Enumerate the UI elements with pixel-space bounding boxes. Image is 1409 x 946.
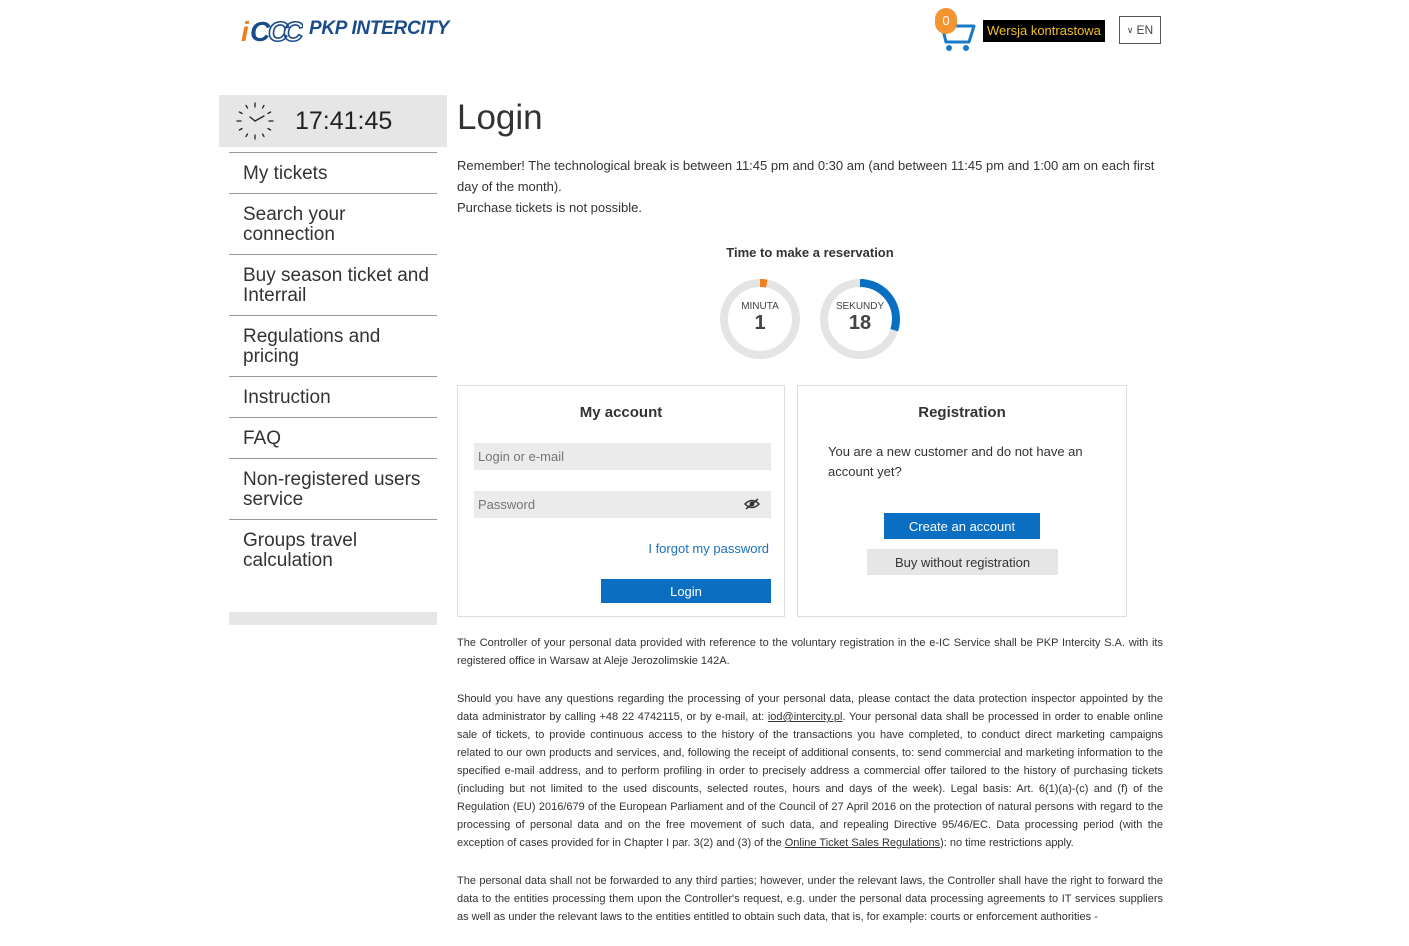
sidebar-item-non-registered[interactable] (229, 458, 437, 519)
sidebar-item-season-ticket[interactable] (229, 254, 437, 315)
privacy-text: Should you have any questions regarding the processing of your personal data, please contact the data protection inspector appointed by the data administrator by calling +48 22 4742115, or by e-mail, at: (457, 693, 1163, 723)
privacy-text: . Your personal data shall be processed in order to enable online sale of tickets, to provide continuous access to the history of the transactions you have completed, to conduct direct marketing campaigns related to our own products and services, and, following the receipt of additional consents, to: send commercial and marketing information to the specified e-mail address, and to perform profiling in order to precisely address a commercial offer tailored to the history of purchasing tickets (including but not limited to the used discounts, selected routes, hours and days of the week). Legal basis: Art. 6(1)(a)-(c) and (f) of the Regulation (EU) 2016/679 of the European Parliament and of the Council of 27 April 2016 on the protection of natural persons with regard to the processing of personal data and on the free movement of such data, and repealing Directive 95/46/EC. Data processing period (with the exception of cases provided for in Chapter I par. 3(2) and (3) of the (457, 711, 1163, 849)
maintenance-notice (457, 155, 1167, 218)
sidebar-menu (229, 152, 437, 580)
seconds-value: 18 (848, 312, 872, 334)
cart-button[interactable] (933, 6, 977, 52)
sidebar-item-label[interactable]: Buy season ticket and Interrail (243, 265, 429, 306)
clock-panel (219, 95, 447, 147)
privacy-paragraph: The personal data shall not be forwarded to any third parties; however, under the relevant laws, the Controller shall have the right to forward the data to the entities processing them upon the Controller's request, e.g. under the personal data processing agreements to IT services suppliers as well as under the relevant laws to the entities entitled to obtain such data, that is, for example: courts or enforcement authorities - (457, 875, 1163, 923)
timer-title: Time to make a reservation (726, 245, 894, 260)
seconds-dial (818, 277, 902, 361)
sidebar-item-label[interactable]: My tickets (243, 163, 328, 184)
page-title: Login (457, 98, 543, 137)
chevron-down-icon: ∨ (1126, 24, 1134, 35)
privacy-paragraph (457, 690, 1163, 852)
registration-panel-title: Registration (918, 404, 1006, 421)
minutes-dial (718, 277, 802, 361)
sidebar-item-label[interactable]: Regulations and pricing (243, 326, 381, 367)
create-account-button[interactable]: Create an account (884, 513, 1040, 539)
sidebar-item-label[interactable]: Non-registered users service (243, 469, 421, 510)
minutes-value: 1 (754, 312, 766, 334)
forgot-password-link[interactable]: I forgot my password (648, 541, 769, 556)
password-input[interactable] (474, 491, 771, 518)
privacy-notice (457, 634, 1163, 946)
svg-text:C: C (283, 16, 303, 44)
language-value: EN (1136, 23, 1154, 37)
clock-icon (235, 101, 275, 141)
buy-without-registration-button[interactable]: Buy without registration (867, 549, 1058, 575)
ic-logo-icon (241, 14, 303, 44)
sidebar-item-my-tickets[interactable] (229, 152, 437, 193)
svg-text:i: i (241, 16, 249, 44)
sidebar-item-label[interactable]: Instruction (243, 387, 331, 408)
sidebar-item-instruction[interactable] (229, 376, 437, 417)
notice-text: Purchase tickets is not possible. (457, 200, 642, 215)
privacy-text: ): no time restrictions apply. (940, 837, 1074, 849)
sidebar-footer-bar (229, 612, 437, 625)
sidebar-item-label[interactable]: Search your connection (243, 204, 346, 245)
sidebar-item-regulations[interactable] (229, 315, 437, 376)
login-button[interactable]: Login (601, 579, 771, 603)
clock-time: 17:41:45 (295, 106, 393, 135)
sidebar-item-faq[interactable] (229, 417, 437, 458)
language-select[interactable] (1119, 16, 1161, 44)
brand-name: PKP INTERCITY (309, 18, 450, 39)
toggle-password-visibility-icon[interactable] (744, 498, 760, 510)
regulations-link[interactable]: Online Ticket Sales Regulations (784, 837, 941, 849)
sidebar-item-groups-travel[interactable] (229, 519, 437, 580)
contrast-version-button[interactable]: Wersja kontrastowa (983, 20, 1105, 42)
sidebar-item-label[interactable]: FAQ (243, 428, 282, 449)
login-panel (457, 385, 785, 617)
notice-text: Remember! The technological break is between 11:45 pm and 0:30 am (and between 11:45 pm and 1:00 am on each first day of the month). (457, 158, 1155, 194)
cart-count-badge: 0 (935, 8, 957, 34)
svg-text:C: C (250, 16, 271, 44)
dpo-email-link[interactable]: iod@intercity.pl (767, 711, 843, 723)
sidebar-item-search-connection[interactable] (229, 193, 437, 254)
seconds-label: SEKUNDY (835, 301, 885, 312)
brand-logo[interactable] (241, 14, 449, 44)
login-email-input[interactable] (474, 443, 771, 470)
minutes-label: MINUTA (741, 301, 779, 312)
sidebar-item-label[interactable]: Groups travel calculation (243, 530, 358, 571)
registration-panel (797, 385, 1127, 617)
privacy-paragraph: The Controller of your personal data provided with reference to the voluntary registration in the e-IC Service shall be PKP Intercity S.A. with its registered office in Warsaw at Aleje Jerozolimskie 142A. (457, 637, 1163, 667)
login-panel-title: My account (579, 404, 663, 421)
svg-text:C: C (268, 16, 289, 44)
registration-text: You are a new customer and do not have an account yet? (828, 444, 1083, 479)
